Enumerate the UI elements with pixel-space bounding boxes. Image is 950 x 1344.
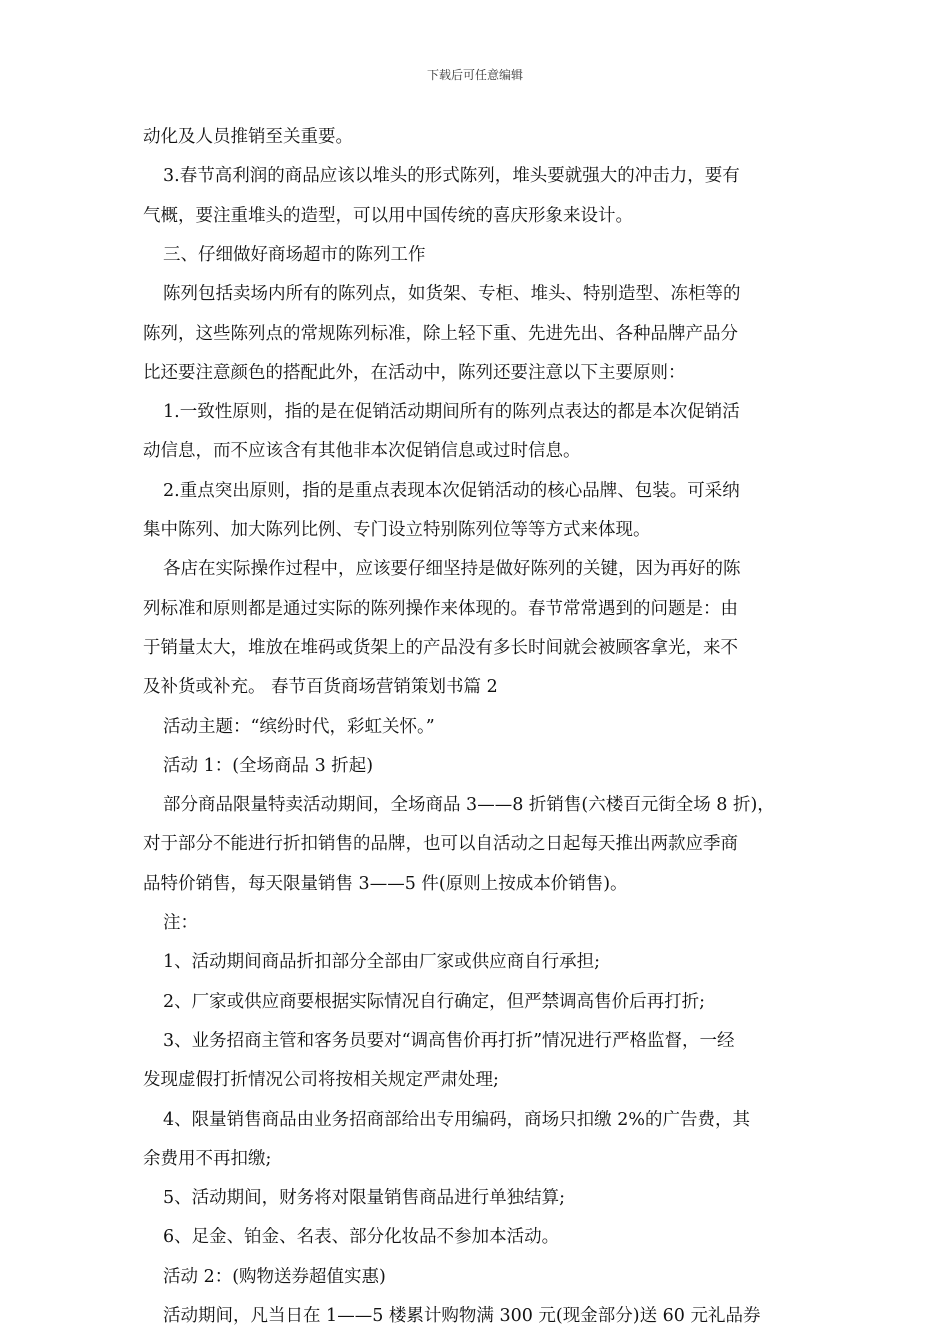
- text-line: 活动期间，凡当日在 1——5 楼累计购物满 300 元(现金部分)送 60 元礼品券: [163, 1306, 761, 1326]
- text-line: 2、厂家或供应商要根据实际情况自行确定，但严禁调高售价后再打折;: [163, 991, 706, 1012]
- text-line: 对于部分不能进行折扣销售的品牌，也可以自活动之日起每天推出两款应季商: [143, 834, 738, 855]
- text-line: 4、限量销售商品由业务招商部给出专用编码，商场只扣缴 2%的广告费，其: [163, 1109, 750, 1130]
- text-line: 列标准和原则都是通过实际的陈列操作来体现的。春节常常遇到的问题是：由: [143, 598, 738, 619]
- text-line: 发现虚假打折情况公司将按相关规定严肃处理;: [143, 1070, 499, 1091]
- text-line: 活动 2：(购物送券超值实惠): [163, 1266, 386, 1287]
- text-line: 陈列包括卖场内所有的陈列点，如货架、专柜、堆头、特别造型、冻柜等的: [163, 284, 741, 305]
- text-line: 6、足金、铂金、名表、部分化妆品不参加本活动。: [163, 1227, 560, 1248]
- page-header: 下载后可任意编辑: [426, 68, 523, 82]
- text-line: 部分商品限量特卖活动期间，全场商品 3——8 折销售(六楼百元街全场 8 折)，: [163, 795, 775, 816]
- text-line: 气概，要注重堆头的造型，可以用中国传统的喜庆形象来设计。: [143, 205, 633, 226]
- text-line: 品特价销售，每天限量销售 3——5 件(原则上按成本价销售)。: [143, 873, 628, 894]
- text-line: 活动主题：“缤纷时代，彩虹关怀。”: [163, 716, 435, 737]
- text-line: 各店在实际操作过程中，应该要仔细坚持是做好陈列的关键，因为再好的陈: [163, 559, 741, 580]
- text-line: 比还要注意颜色的搭配此外，在活动中，陈列还要注意以下主要原则：: [143, 362, 686, 383]
- text-line: 5、活动期间，财务将对限量销售商品进行单独结算;: [163, 1188, 566, 1209]
- text-line: 动信息，而不应该含有其他非本次促销信息或过时信息。: [143, 441, 581, 462]
- text-line: 1、活动期间商品折扣部分全部由厂家或供应商自行承担;: [163, 952, 601, 973]
- text-line: 及补货或补充。 春节百货商场营销策划书篇 2: [143, 677, 498, 698]
- text-line: 余费用不再扣缴;: [143, 1148, 272, 1169]
- text-line: 陈列，这些陈列点的常规陈列标准，除上轻下重、先进先出、各种品牌产品分: [143, 323, 738, 344]
- text-line: 2.重点突出原则，指的是重点表现本次促销活动的核心品牌、包装。可采纳: [163, 480, 740, 501]
- text-line: 三、仔细做好商场超市的陈列工作: [163, 244, 426, 265]
- text-line: 于销量太大，堆放在堆码或货架上的产品没有多长时间就会被顾客拿光，来不: [143, 637, 738, 658]
- text-line: 动化及人员推销至关重要。: [143, 127, 353, 147]
- text-line: 集中陈列、加大陈列比例、专门设立特别陈列位等等方式来体现。: [143, 520, 651, 540]
- text-line: 3、业务招商主管和客务员要对“调高售价再打折”情况进行严格监督，一经: [163, 1030, 735, 1051]
- text-line: 1.一致性原则，指的是在促销活动期间所有的陈列点表达的都是本次促销活: [163, 402, 740, 423]
- text-line: 注：: [163, 913, 198, 933]
- text-line: 3.春节高利润的商品应该以堆头的形式陈列，堆头要就强大的冲击力，要有: [163, 166, 740, 187]
- text-line: 活动 1：(全场商品 3 折起): [163, 755, 374, 776]
